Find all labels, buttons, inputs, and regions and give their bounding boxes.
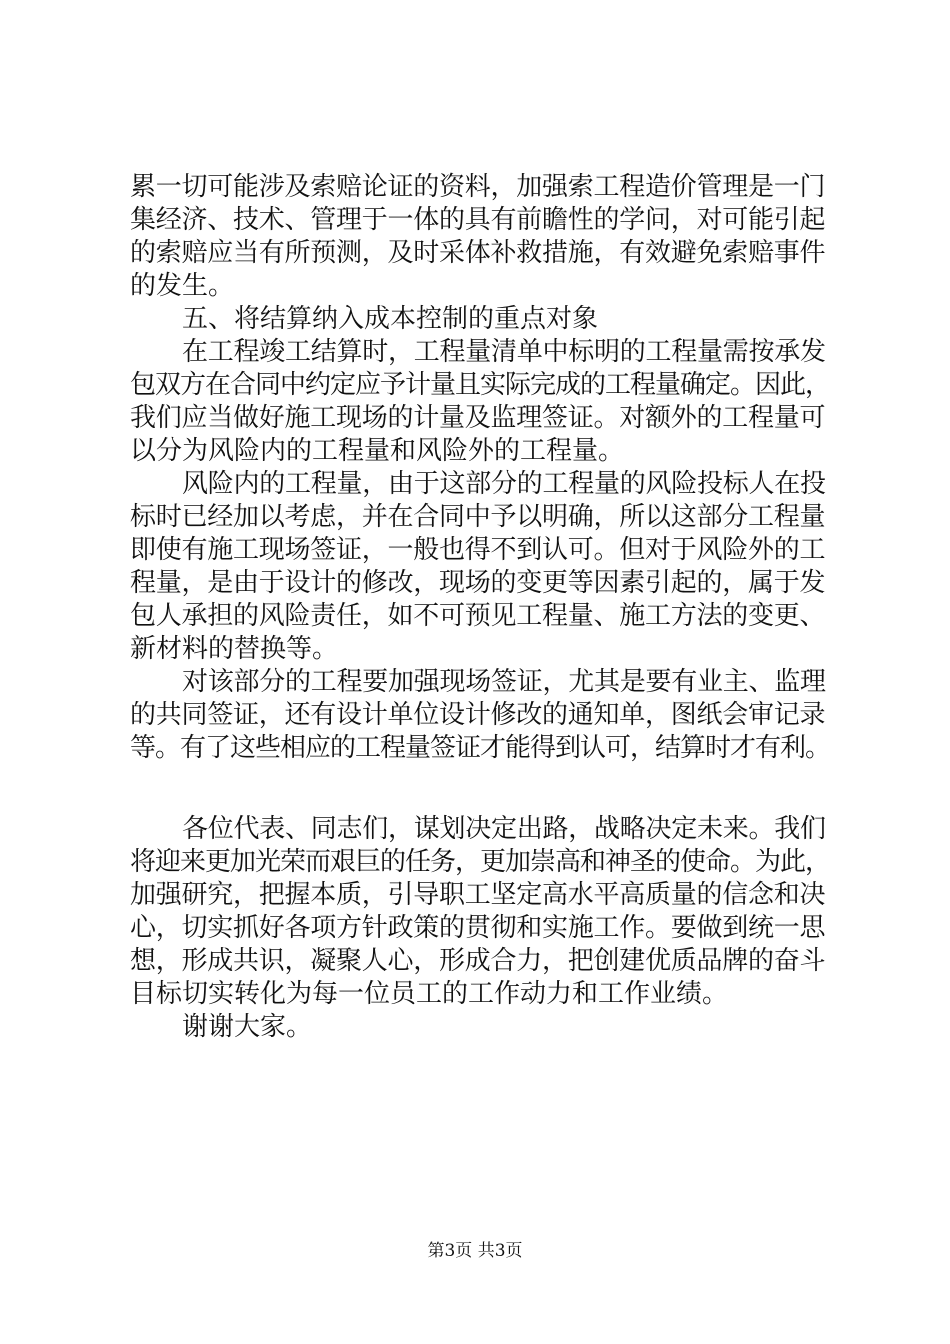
text-line: 加强研究，把握本质，引导职工坚定高水平高质量的信念和决 xyxy=(130,880,826,910)
text-line: 的索赔应当有所预测，及时采体补救措施，有效避免索赔事件 xyxy=(130,238,826,268)
heading-line: 五、将结算纳入成本控制的重点对象 xyxy=(182,304,599,334)
paragraph-site-visa xyxy=(130,666,830,765)
text-line: 我们应当做好施工现场的计量及监理签证。对额外的工程量可 xyxy=(130,403,826,433)
paragraph-risk-quantities xyxy=(130,468,830,666)
text-line: 在工程竣工结算时，工程量清单中标明的工程量需按承发 xyxy=(182,337,826,367)
paragraph-closing-remarks xyxy=(130,813,830,1011)
page-footer: 第3页 共3页 xyxy=(427,1241,523,1261)
text-line: 等。有了这些相应的工程量签证才能得到认可，结算时才有利。 xyxy=(130,733,831,763)
text-line: 将迎来更加光荣而艰巨的任务，更加崇高和神圣的使命。为此， xyxy=(130,847,831,877)
text-line: 的共同签证，还有设计单位设计修改的通知单，图纸会审记录 xyxy=(130,700,826,730)
paragraph-thanks xyxy=(130,1011,830,1044)
text-line: 谢谢大家。 xyxy=(182,1012,313,1042)
text-line: 包人承担的风险责任，如不可预见工程量、施工方法的变更、 xyxy=(130,601,826,631)
paragraph-gap xyxy=(130,765,830,813)
text-line: 想，形成共识，凝聚人心，形成合力，把创建优质品牌的奋斗 xyxy=(130,946,826,976)
text-line: 累一切可能涉及索赔论证的资料，加强索工程造价管理是一门 xyxy=(130,172,826,202)
document-body xyxy=(130,171,830,1044)
text-line: 各位代表、同志们，谋划决定出路，战略决定未来。我们 xyxy=(182,814,826,844)
text-line: 程量，是由于设计的修改，现场的变更等因素引起的，属于发 xyxy=(130,568,826,598)
paragraph-claims-continued xyxy=(130,171,830,303)
paragraph-settlement xyxy=(130,336,830,468)
text-line: 以分为风险内的工程量和风险外的工程量。 xyxy=(130,436,625,466)
text-line: 风险内的工程量，由于这部分的工程量的风险投标人在投 xyxy=(182,469,826,499)
text-line: 心，切实抓好各项方针政策的贯彻和实施工作。要做到统一思 xyxy=(130,913,826,943)
text-line: 的发生。 xyxy=(130,271,235,301)
text-line: 包双方在合同中约定应予计量且实际完成的工程量确定。因此， xyxy=(130,370,831,400)
text-line: 目标切实转化为每一位员工的工作动力和工作业绩。 xyxy=(130,979,729,1009)
section-heading-five xyxy=(130,303,830,336)
text-line: 标时已经加以考虑，并在合同中予以明确，所以这部分工程量 xyxy=(130,502,826,532)
text-line: 对该部分的工程要加强现场签证，尤其是要有业主、监理 xyxy=(182,667,826,697)
text-line: 新材料的替换等。 xyxy=(130,634,339,664)
text-line: 集经济、技术、管理于一体的具有前瞻性的学问，对可能引起 xyxy=(130,205,826,235)
text-line: 即使有施工现场签证，一般也得不到认可。但对于风险外的工 xyxy=(130,535,826,565)
